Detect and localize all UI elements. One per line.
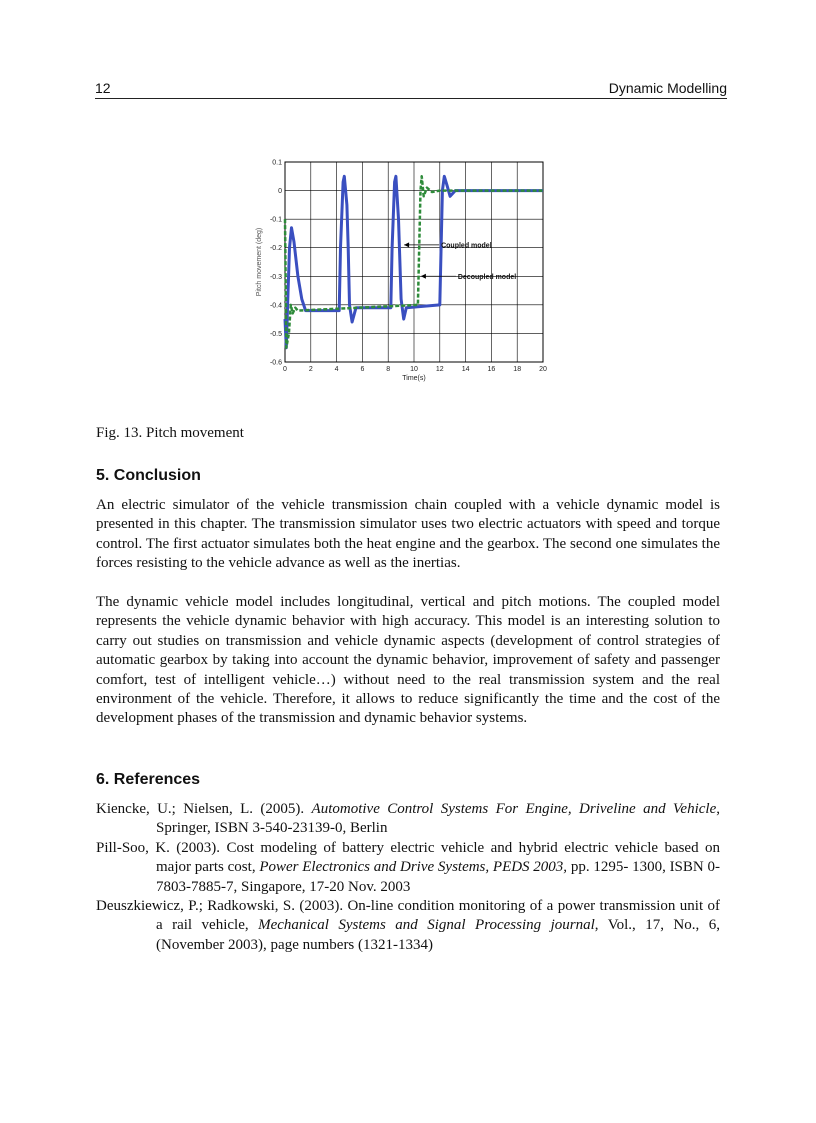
x-tick-label: 2	[308, 366, 313, 373]
x-tick-label: 8	[386, 366, 391, 373]
running-title: Dynamic Modelling	[608, 80, 727, 96]
conclusion-paragraph-2: The dynamic vehicle model includes longitudinal, vertical and pitch motions. The coupled model represents the vehicle dynamic behavior with high accuracy. This model is an interesting solution to carry out studies on transmission and vehicle dynamic aspects (development of control strategies of automatic gearbox by taking into account the dynamic behavior, improvement of safety and passenger comfort, test of intelligent vehicle…) without need to the real transmission system and the real environment of the vehicle. Therefore, it allows to reduce significantly the time and the cost of the development phases of the transmission and dynamic behavior systems.	[96, 594, 720, 727]
annotation-label: Decoupled model	[457, 273, 517, 281]
x-axis-label: Time(s)	[402, 375, 426, 382]
x-tick-label: 18	[513, 366, 522, 373]
y-axis-label: Pitch movement (deg)	[256, 227, 263, 297]
y-tick-label: 0.1	[272, 159, 282, 167]
x-tick-label: 14	[461, 366, 470, 373]
y-tick-label: -0.2	[269, 245, 282, 253]
annotation-label: Coupled model	[441, 242, 492, 250]
ref-title: Power Electronics and Drive Systems, PEDS 2003,	[259, 859, 568, 876]
x-tick-label: 16	[487, 366, 496, 373]
y-tick-label: -0.6	[269, 359, 282, 367]
references-heading: 6. References	[96, 771, 201, 788]
ref-text: Pill-Soo, K. (2003). Cost modeling of battery electric vehicle and hybrid electric vehicle based on major parts cost,	[96, 839, 720, 876]
reference-item	[96, 839, 720, 897]
figure-caption: Fig. 13. Pitch movement	[96, 425, 244, 441]
page-number: 12	[95, 80, 111, 96]
x-tick-label: 12	[435, 366, 444, 373]
x-tick-label: 6	[360, 366, 365, 373]
conclusion-heading: 5. Conclusion	[96, 467, 201, 484]
x-tick-label: 4	[334, 366, 339, 373]
reference-item	[96, 800, 720, 839]
reference-list	[96, 800, 720, 955]
ref-text: Deuszkiewicz, P.; Radkowski, S. (2003). On-line condition monitoring of a power transmission unit of a rail vehicle,	[96, 898, 720, 934]
ref-title: Automotive Control Systems For Engine, Driveline and Vehicle	[311, 801, 717, 817]
x-tick-label: 10	[410, 366, 418, 373]
y-tick-label: 0	[278, 188, 282, 196]
y-tick-label: -0.4	[269, 302, 282, 310]
x-tick-label: 20	[539, 366, 547, 373]
conclusion-paragraph-1: An electric simulator of the vehicle transmission chain coupled with a vehicle dynamic model is presented in this chapter. The transmission simulator uses two electric actuators with speed and torque control. The first actuator simulates both the heat engine and the gearbox. The second one simulates the forces resisting to the vehicle advance as well as the inertias.	[96, 497, 720, 572]
y-tick-label: -0.5	[269, 330, 282, 338]
x-tick-label: 0	[283, 366, 287, 373]
y-tick-label: -0.3	[269, 273, 282, 281]
ref-text: Kiencke, U.; Nielsen, L. (2005).	[96, 801, 312, 817]
ref-title: Mechanical Systems and Signal Processing journal	[258, 917, 595, 934]
running-header	[95, 80, 727, 99]
y-tick-label: -0.1	[269, 216, 282, 224]
ref-text: , Vol., 17, No., 6, (November 2003), page numbers (1321-1334)	[156, 917, 720, 953]
ref-text: pp. 1295- 1300, ISBN 0-7803-7885-7, Singapore, 17-20 Nov. 2003	[156, 859, 720, 895]
reference-item	[96, 897, 720, 955]
pitch-movement-chart	[245, 150, 555, 390]
ref-text: , Springer, ISBN 3-540-23139-0, Berlin	[156, 801, 720, 837]
